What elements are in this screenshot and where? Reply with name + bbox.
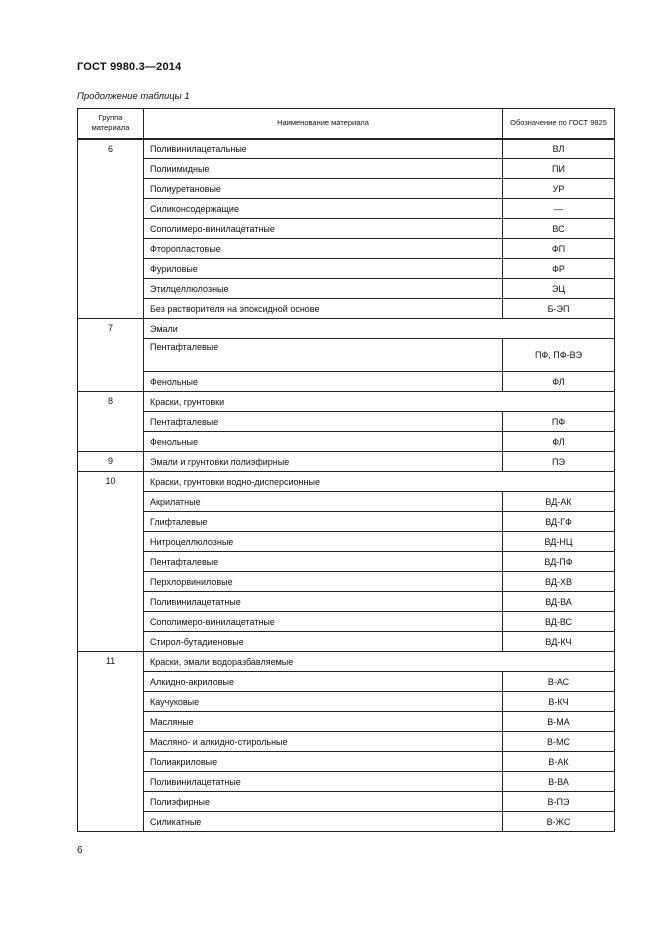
table-row xyxy=(78,339,615,372)
table-row xyxy=(78,412,615,432)
group-title: Эмали xyxy=(144,319,615,339)
table-row xyxy=(78,772,615,792)
material-name: Поливинилацетальные xyxy=(144,139,503,159)
column-header-code: Обозначение по ГОСТ 9825 xyxy=(503,109,615,139)
material-name: Сополимеро-винилацетатные xyxy=(144,219,503,239)
material-code: — xyxy=(503,199,615,219)
material-name: Полиэфирные xyxy=(144,792,503,812)
table-row xyxy=(78,592,615,612)
material-code: ПЭ xyxy=(503,452,615,472)
table-row xyxy=(78,299,615,319)
group-title: Краски, грунтовки xyxy=(144,392,615,412)
material-code: ПИ xyxy=(503,159,615,179)
table-row xyxy=(78,572,615,592)
material-name: Полиакриловые xyxy=(144,752,503,772)
group-number: 8 xyxy=(78,392,144,452)
material-name: Перхлорвиниловые xyxy=(144,572,503,592)
material-code: В-МА xyxy=(503,712,615,732)
table-row xyxy=(78,512,615,532)
page-number: 6 xyxy=(77,845,83,856)
material-code: Б-ЭП xyxy=(503,299,615,319)
material-code: ПФ, ПФ-ВЭ xyxy=(503,339,615,372)
table-row xyxy=(78,792,615,812)
material-name: Нитроцеллюлозные xyxy=(144,532,503,552)
group-title-row xyxy=(78,319,615,339)
material-code: В-ЖС xyxy=(503,812,615,832)
material-name: Этилцеллюлозные xyxy=(144,279,503,299)
group-title: Краски, эмали водоразбавляемые xyxy=(144,652,615,672)
table-row xyxy=(78,732,615,752)
material-code: ФП xyxy=(503,239,615,259)
group-number: 7 xyxy=(78,319,144,392)
material-code: ВД-ГФ xyxy=(503,512,615,532)
material-code: ВД-КЧ xyxy=(503,632,615,652)
table-row xyxy=(78,552,615,572)
material-code: ВД-НЦ xyxy=(503,532,615,552)
column-header-group: Группа материала xyxy=(78,109,144,139)
table-row xyxy=(78,372,615,392)
material-code: ПФ xyxy=(503,412,615,432)
table-row xyxy=(78,239,615,259)
group-number: 10 xyxy=(78,472,144,652)
material-code: ВД-ПФ xyxy=(503,552,615,572)
table-row xyxy=(78,812,615,832)
table-row xyxy=(78,259,615,279)
material-code: ЭЦ xyxy=(503,279,615,299)
material-name: Пентафталевые xyxy=(144,339,503,372)
material-code: В-ВА xyxy=(503,772,615,792)
table-row xyxy=(78,692,615,712)
material-name: Пентафталевые xyxy=(144,552,503,572)
table-row xyxy=(78,612,615,632)
material-code: ВД-ВА xyxy=(503,592,615,612)
material-name: Пентафталевые xyxy=(144,412,503,432)
material-name: Эмали и грунтовки полиэфирные xyxy=(144,452,503,472)
table-row xyxy=(78,139,615,159)
document-header: ГОСТ 9980.3—2014 xyxy=(77,61,182,73)
material-name: Алкидно-акриловые xyxy=(144,672,503,692)
column-header-name: Наименование материала xyxy=(144,109,503,139)
material-name: Масляно- и алкидно-стирольные xyxy=(144,732,503,752)
material-name: Фенольные xyxy=(144,432,503,452)
material-name: Полиуретановые xyxy=(144,179,503,199)
group-number: 11 xyxy=(78,652,144,832)
material-code: ФЛ xyxy=(503,432,615,452)
table-row xyxy=(78,672,615,692)
group-title: Краски, грунтовки водно-дисперсионные xyxy=(144,472,615,492)
material-code: ФЛ xyxy=(503,372,615,392)
group-title-row xyxy=(78,652,615,672)
material-name: Масляные xyxy=(144,712,503,732)
table-row xyxy=(78,219,615,239)
group-title-row xyxy=(78,472,615,492)
material-code: В-МС xyxy=(503,732,615,752)
materials-table xyxy=(77,108,615,832)
material-name: Акрилатные xyxy=(144,492,503,512)
table-row xyxy=(78,712,615,732)
table-row xyxy=(78,752,615,772)
material-name: Поливинилацетатные xyxy=(144,592,503,612)
table-row xyxy=(78,432,615,452)
table-row xyxy=(78,179,615,199)
group-number: 9 xyxy=(78,452,144,472)
material-code: В-АК xyxy=(503,752,615,772)
table-row xyxy=(78,159,615,179)
material-code: В-КЧ xyxy=(503,692,615,712)
table-row xyxy=(78,199,615,219)
material-name: Каучуковые xyxy=(144,692,503,712)
table-caption: Продолжение таблицы 1 xyxy=(77,91,190,102)
material-name: Сополимеро-винилацетатные xyxy=(144,612,503,632)
material-code: ФР xyxy=(503,259,615,279)
material-code: ВД-ХВ xyxy=(503,572,615,592)
table-row xyxy=(78,492,615,512)
group-title-row xyxy=(78,392,615,412)
material-name: Без растворителя на эпоксидной основе xyxy=(144,299,503,319)
table-header-row xyxy=(78,109,615,139)
material-code: В-ПЭ xyxy=(503,792,615,812)
material-name: Силикатные xyxy=(144,812,503,832)
group-number: 6 xyxy=(78,139,144,319)
material-code: ВС xyxy=(503,219,615,239)
material-name: Фуриловые xyxy=(144,259,503,279)
material-name: Полиимидные xyxy=(144,159,503,179)
material-code: В-АС xyxy=(503,672,615,692)
material-name: Фенольные xyxy=(144,372,503,392)
material-name: Фторопластовые xyxy=(144,239,503,259)
table-row xyxy=(78,532,615,552)
table-body xyxy=(78,139,615,832)
material-code: ВД-ВС xyxy=(503,612,615,632)
material-code: УР xyxy=(503,179,615,199)
material-code: ВД-АК xyxy=(503,492,615,512)
material-name: Глифталевые xyxy=(144,512,503,532)
material-name: Поливинилацетатные xyxy=(144,772,503,792)
table-row xyxy=(78,632,615,652)
material-code: ВЛ xyxy=(503,139,615,159)
material-name: Силиконсодержащие xyxy=(144,199,503,219)
material-name: Стирол-бутадиеновые xyxy=(144,632,503,652)
table-row xyxy=(78,279,615,299)
table-row xyxy=(78,452,615,472)
